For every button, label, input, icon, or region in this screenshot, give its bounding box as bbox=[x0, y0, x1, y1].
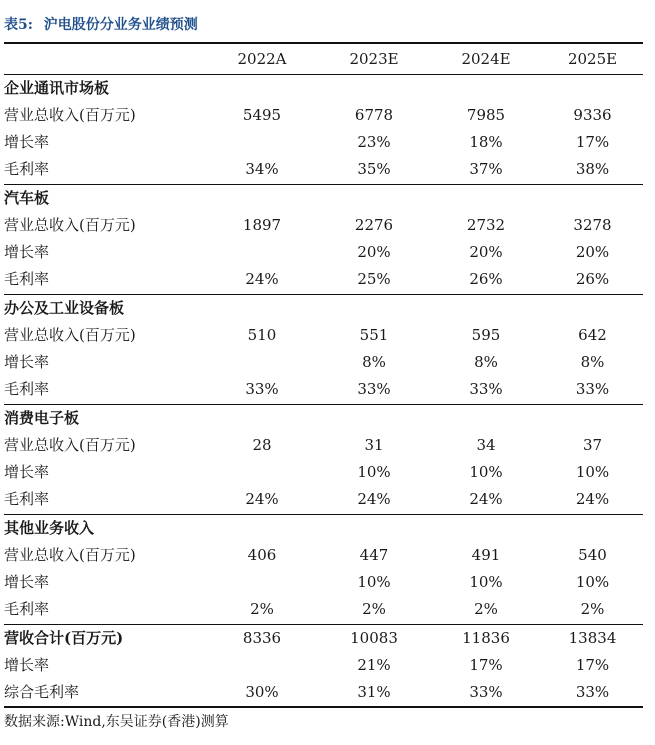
section-5-row-1-value-2024e: 491 bbox=[471, 546, 501, 564]
section-4-row-1-value-2025e: 37 bbox=[582, 436, 603, 454]
section-2-row-2-value-2022a bbox=[206, 239, 318, 266]
total-row-2-value-2023e: 21% bbox=[357, 656, 391, 674]
section-2-row-2-value-2023e: 20% bbox=[357, 243, 391, 261]
total-row-2-value-2024e: 17% bbox=[469, 656, 503, 674]
section-1-row-2-value-2023e: 23% bbox=[357, 133, 391, 151]
section-5-title-label: 其他业务收入 bbox=[4, 519, 95, 537]
section-3-row-2-value-2023e: 8% bbox=[362, 353, 386, 371]
section-4-row-1-label: 营业总收入(百万元) bbox=[4, 436, 136, 454]
total-row-1-value-2022a: 8336 bbox=[242, 629, 282, 647]
total-row-1-value-2023e: 10083 bbox=[350, 629, 398, 647]
section-3-row-1-value-2023e: 551 bbox=[359, 326, 389, 344]
section-2-row-1-value-2023e: 2276 bbox=[354, 216, 394, 234]
section-4-title-label: 消费电子板 bbox=[4, 409, 80, 427]
section-2-row-3-value-2022a: 24% bbox=[245, 270, 279, 288]
section-4-row-2-value-2024e: 10% bbox=[469, 463, 503, 481]
section-4-row-3-value-2024e: 24% bbox=[469, 490, 503, 508]
section-2-row-1-label: 营业总收入(百万元) bbox=[4, 216, 136, 234]
section-5-row-3-value-2025e: 2% bbox=[580, 600, 605, 618]
table-caption-prefix: 表5: bbox=[4, 17, 33, 33]
section-5-row-1-value-2025e: 540 bbox=[578, 546, 607, 564]
section-2-row-1-value-2025e: 3278 bbox=[573, 216, 612, 234]
section-1-row-1-value-2023e: 6778 bbox=[354, 106, 394, 124]
section-5-row-3 bbox=[4, 596, 643, 623]
section-3-row-2-value-2022a bbox=[206, 349, 318, 376]
section-1-row-2-value-2024e: 18% bbox=[469, 133, 503, 151]
section-2-row-1-value-2022a: 1897 bbox=[242, 216, 282, 234]
section-5-row-1 bbox=[4, 542, 643, 569]
section-3-title-label: 办公及工业设备板 bbox=[4, 299, 125, 317]
section-3-title bbox=[4, 295, 643, 322]
section-5-title bbox=[4, 515, 643, 542]
header-cell-2023e: 2023E bbox=[349, 50, 399, 68]
section-3-row-3-value-2023e: 33% bbox=[357, 380, 391, 398]
section-3-row-2 bbox=[4, 349, 643, 376]
section-2-row-3-value-2025e: 26% bbox=[575, 270, 610, 288]
section-1-row-3-value-2023e: 35% bbox=[357, 160, 391, 178]
section-1-row-3-value-2025e: 38% bbox=[575, 160, 610, 178]
total-row-3-value-2024e: 33% bbox=[469, 683, 503, 701]
total-row-1-value-2024e: 11836 bbox=[462, 629, 510, 647]
section-4-row-3-value-2022a: 24% bbox=[245, 490, 279, 508]
total-row-1 bbox=[4, 625, 643, 652]
section-4-row-2-value-2022a bbox=[206, 459, 318, 486]
section-4-row-2 bbox=[4, 459, 643, 486]
table-caption bbox=[4, 15, 198, 35]
section-5-row-2-value-2024e: 10% bbox=[469, 573, 503, 591]
section-2-row-1 bbox=[4, 212, 643, 239]
total-row-1-label: 营收合计(百万元) bbox=[4, 629, 124, 647]
section-5-row-2-value-2023e: 10% bbox=[357, 573, 391, 591]
total-row-2-label: 增长率 bbox=[4, 656, 50, 674]
section-4-row-1-value-2022a: 28 bbox=[252, 436, 272, 454]
section-4-row-2-label: 增长率 bbox=[4, 463, 50, 481]
total-row-3-value-2022a: 30% bbox=[245, 683, 279, 701]
section-1-row-3-label: 毛利率 bbox=[4, 160, 50, 178]
total-row-3-value-2023e: 31% bbox=[357, 683, 391, 701]
section-4-row-1-value-2024e: 34 bbox=[476, 436, 496, 454]
section-1-row-1-value-2025e: 9336 bbox=[573, 106, 612, 124]
section-1-row-1 bbox=[4, 102, 643, 129]
section-4-row-1-value-2023e: 31 bbox=[364, 436, 384, 454]
section-2-row-2-value-2025e: 20% bbox=[575, 243, 610, 261]
table-bottom-rule bbox=[4, 706, 643, 708]
section-2-row-3-label: 毛利率 bbox=[4, 270, 50, 288]
header-cell-2022a: 2022A bbox=[237, 50, 287, 68]
forecast-table bbox=[4, 45, 643, 706]
section-1-row-3-value-2022a: 34% bbox=[245, 160, 279, 178]
section-5-row-1-label: 营业总收入(百万元) bbox=[4, 546, 136, 564]
section-5-row-2-label: 增长率 bbox=[4, 573, 50, 591]
header-cell-label bbox=[4, 45, 204, 73]
section-1-row-2 bbox=[4, 129, 643, 156]
section-3-row-1-value-2025e: 642 bbox=[578, 326, 607, 344]
table-body bbox=[4, 75, 643, 706]
section-3-row-1 bbox=[4, 322, 643, 349]
section-4-row-3-label: 毛利率 bbox=[4, 490, 50, 508]
section-5-row-1-value-2022a: 406 bbox=[247, 546, 277, 564]
section-2-row-3 bbox=[4, 266, 643, 293]
section-3-row-3 bbox=[4, 376, 643, 403]
section-5-row-1-value-2023e: 447 bbox=[359, 546, 389, 564]
total-row-3-label: 综合毛利率 bbox=[4, 683, 80, 701]
section-4-row-2-value-2023e: 10% bbox=[357, 463, 391, 481]
section-1-title bbox=[4, 75, 643, 102]
section-5-row-3-value-2023e: 2% bbox=[362, 600, 386, 618]
section-5-row-3-value-2022a: 2% bbox=[250, 600, 274, 618]
section-3-row-2-value-2025e: 8% bbox=[580, 353, 605, 371]
total-row-3 bbox=[4, 679, 643, 706]
section-1-row-2-value-2022a bbox=[206, 129, 318, 156]
header-cell-2024e: 2024E bbox=[461, 50, 511, 68]
total-row-1-value-2025e: 13834 bbox=[568, 629, 617, 647]
section-3-row-1-label: 营业总收入(百万元) bbox=[4, 326, 136, 344]
section-1-row-1-value-2022a: 5495 bbox=[242, 106, 282, 124]
section-2-title bbox=[4, 185, 643, 212]
section-4-title bbox=[4, 405, 643, 432]
table-top-rule bbox=[4, 42, 643, 44]
section-1-row-1-label: 营业总收入(百万元) bbox=[4, 106, 136, 124]
total-row-2 bbox=[4, 652, 643, 679]
table-header-row bbox=[4, 45, 643, 73]
section-4-row-3-value-2025e: 24% bbox=[575, 490, 610, 508]
section-3-row-1-value-2024e: 595 bbox=[471, 326, 501, 344]
section-2-row-2 bbox=[4, 239, 643, 266]
section-5-row-2 bbox=[4, 569, 643, 596]
header-cell-2025e: 2025E bbox=[567, 50, 618, 68]
section-3-row-3-label: 毛利率 bbox=[4, 380, 50, 398]
section-3-row-1-value-2022a: 510 bbox=[247, 326, 277, 344]
section-4-row-3 bbox=[4, 486, 643, 513]
section-2-title-label: 汽车板 bbox=[4, 189, 50, 207]
section-2-row-3-value-2023e: 25% bbox=[357, 270, 391, 288]
source-note: 数据来源:Wind,东吴证券(香港)测算 bbox=[4, 714, 229, 730]
section-3-row-3-value-2025e: 33% bbox=[575, 380, 610, 398]
section-4-row-1 bbox=[4, 432, 643, 459]
section-2-row-3-value-2024e: 26% bbox=[469, 270, 503, 288]
section-4-row-3-value-2023e: 24% bbox=[357, 490, 391, 508]
section-1-title-label: 企业通讯市场板 bbox=[4, 79, 110, 97]
section-3-row-3-value-2024e: 33% bbox=[469, 380, 503, 398]
total-row-2-value-2022a bbox=[206, 652, 318, 679]
section-4-row-2-value-2025e: 10% bbox=[575, 463, 610, 481]
total-row-2-value-2025e: 17% bbox=[575, 656, 610, 674]
section-2-row-2-value-2024e: 20% bbox=[469, 243, 503, 261]
section-5-row-3-label: 毛利率 bbox=[4, 600, 50, 618]
section-3-row-3-value-2022a: 33% bbox=[245, 380, 279, 398]
section-2-row-1-value-2024e: 2732 bbox=[466, 216, 506, 234]
total-row-3-value-2025e: 33% bbox=[575, 683, 610, 701]
section-2-row-2-label: 增长率 bbox=[4, 243, 50, 261]
section-3-row-2-label: 增长率 bbox=[4, 353, 50, 371]
section-1-row-3-value-2024e: 37% bbox=[469, 160, 503, 178]
section-3-row-2-value-2024e: 8% bbox=[474, 353, 498, 371]
section-1-row-2-value-2025e: 17% bbox=[575, 133, 610, 151]
section-5-row-2-value-2025e: 10% bbox=[575, 573, 610, 591]
section-1-row-1-value-2024e: 7985 bbox=[466, 106, 506, 124]
table-caption-title: 沪电股份分业务业绩预测 bbox=[43, 17, 198, 33]
section-5-row-3-value-2024e: 2% bbox=[474, 600, 498, 618]
section-5-row-2-value-2022a bbox=[206, 569, 318, 596]
section-1-row-2-label: 增长率 bbox=[4, 133, 50, 151]
section-1-row-3 bbox=[4, 156, 643, 183]
